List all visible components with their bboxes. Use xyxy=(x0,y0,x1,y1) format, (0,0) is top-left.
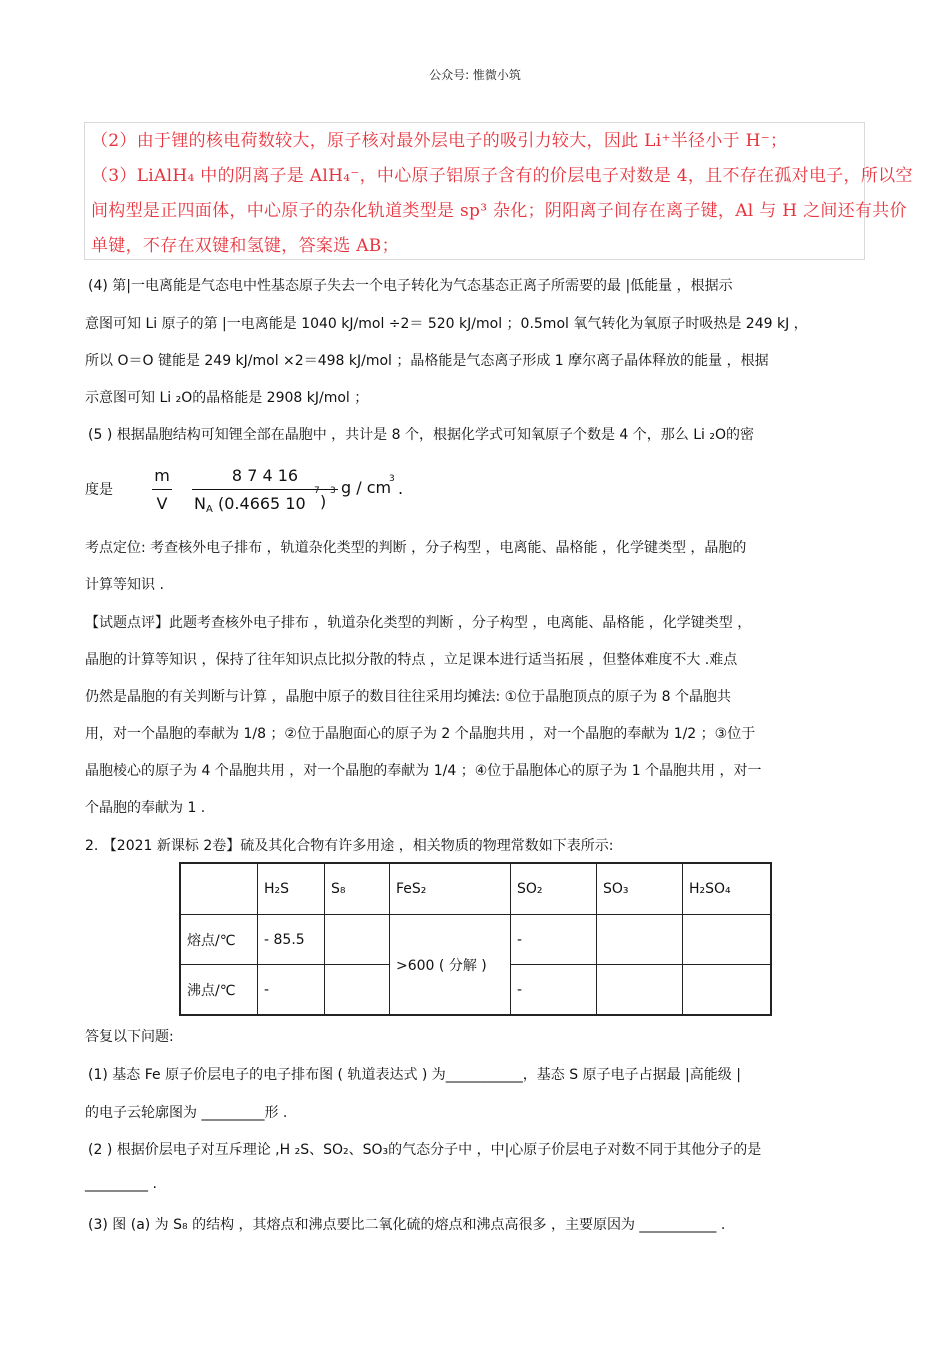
frac-line-1 xyxy=(152,489,172,490)
physical-constants-table xyxy=(179,862,772,1016)
h2s-melting-cell: - 85.5 xyxy=(258,915,325,965)
q2-sub2-line2: _________ . xyxy=(85,1176,157,1192)
so3-boiling-cell xyxy=(597,965,683,1016)
frac-numerator: 8 7 4 16 xyxy=(231,466,299,485)
page-header: 公众号: 惟微小筑 xyxy=(429,68,521,82)
s8-boiling-cell xyxy=(325,965,390,1016)
frac-m: m xyxy=(154,466,170,485)
q2-sub3-line1: (3) 图 (a) 为 S₈ 的结构 ，其熔点和沸点要比二氧化硫的熔点和沸点高很多 ，主要原因为 ___________ . xyxy=(88,1217,726,1233)
q2-sub2-line1: (2 ) 根据价层电子对互斥理论 ,H ₂S、SO₂、SO₃的气态分子中 ，中|心原子价层电子对数不同于其他分子的是 xyxy=(88,1142,762,1158)
frac-exp-outer: 3 xyxy=(330,486,336,496)
density-label: 度是 xyxy=(85,482,113,498)
part5-line1: (5 ) 根据晶胞结构可知锂全部在晶胞中 ，共计是 8 个，根据化学式可知氧原子个数是 4 个，那么 Li ₂O的密 xyxy=(88,427,755,443)
part4-line3: 所以 O＝O 键能是 249 kJ/mol ×2＝498 kJ/mol ；晶格能是气态离子形成 1 摩尔离子晶体释放的能量 ，根据 xyxy=(85,353,769,369)
frac-den-n: N xyxy=(194,494,206,513)
part4-line1: (4) 第|一电离能是气态电中性基态原子失去一个电子转化为气态基态正离子所需要的最 |低能量 ，根据示 xyxy=(88,278,733,294)
answer-line-3c: 单键，不存在双键和氢键，答案选 AB； xyxy=(91,236,399,256)
row-label-melting: 熔点/℃ xyxy=(180,915,258,965)
kaodian-line2: 计算等知识 . xyxy=(85,577,164,593)
q2-sub1-line1: (1) 基态 Fe 原子价层电子的电子排布图 ( 轨道表达式 ) 为___________，基态 S 原子电子占据最 |高能级 | xyxy=(88,1067,741,1083)
table-header-cell: S₈ xyxy=(325,863,390,915)
so3-melting-cell xyxy=(597,915,683,965)
answer-line-3a: （3）LiAlH₄ 中的阴离子是 AlH₄⁻，中心原子铝原子含有的价层电子对数是 4，且不存在孤对电子，所以空 xyxy=(91,166,913,186)
dianping-line2: 晶胞的计算等知识 ，保持了往年知识点比拟分散的特点 ，立足课本进行适当拓展 ，但整体难度不大 .难点 xyxy=(85,652,738,668)
frac-paren: ) xyxy=(320,492,327,511)
table-header-cell: H₂SO₄ xyxy=(683,863,772,915)
dianping-line6: 个晶胞的奉献为 1 . xyxy=(85,800,206,816)
table-header-cell xyxy=(180,863,258,915)
h2s-boiling-cell: - xyxy=(258,965,325,1016)
kaodian-line1: 考点定位: 考查核外电子排布 ，轨道杂化类型的判断 ，分子构型 ，电离能、晶格能 ，化学键类型 ，晶胞的 xyxy=(85,540,747,556)
frac-exp-inner: 7 xyxy=(314,486,320,496)
table-header-cell: FeS₂ xyxy=(390,863,511,915)
frac-v: V xyxy=(156,494,168,513)
answer-prompt: 答复以下问题: xyxy=(85,1029,174,1045)
answer-line-3b: 间构型是正四面体，中心原子的杂化轨道类型是 sp³ 杂化；阴阳离子间存在离子键，Al 与 H 之间还有共价 xyxy=(91,201,907,221)
part4-line2: 意图可知 Li 原子的第 |一电离能是 1040 kJ/mol ÷2＝ 520 kJ/mol ；0.5mol 氧气转化为氧原子时吸热是 249 kJ ， xyxy=(85,316,808,332)
density-unit: g / cm xyxy=(341,478,392,497)
part4-line4: 示意图可知 Li ₂O的晶格能是 2908 kJ/mol ； xyxy=(85,390,369,406)
dianping-line1: 【试题点评】此题考查核外电子排布 ，轨道杂化类型的判断 ，分子构型 ，电离能、晶格能 ，化学键类型 ， xyxy=(85,615,752,631)
dianping-line3: 仍然是晶胞的有关判断与计算 ，晶胞中原子的数目往往采用均摊法: ①位于晶胞顶点的原子为 8 个晶胞共 xyxy=(85,689,731,705)
density-unit-exp: 3 xyxy=(389,474,395,484)
answer-line-2: （2）由于锂的核电荷数较大，原子核对最外层电子的吸引力较大，因此 Li⁺半径小于 H⁻； xyxy=(91,131,788,151)
table-header-cell: H₂S xyxy=(258,863,325,915)
table-header-row xyxy=(180,863,771,915)
frac-den-sub: A xyxy=(206,504,213,515)
table-header-cell: SO₂ xyxy=(511,863,597,915)
density-period: . xyxy=(398,479,404,498)
so2-boiling-cell: - xyxy=(511,965,597,1016)
table-header-cell: SO₃ xyxy=(597,863,683,915)
s8-melting-cell xyxy=(325,915,390,965)
h2so4-melting-cell xyxy=(683,915,772,965)
answer-box xyxy=(84,122,913,260)
dianping-line5: 晶胞棱心的原子为 4 个晶胞共用 ，对一个晶胞的奉献为 1/4 ；④位于晶胞体心的原子为 1 个晶胞共用 ，对一 xyxy=(85,763,762,779)
so2-melting-cell: - xyxy=(511,915,597,965)
frac-den-value: (0.4665 10 xyxy=(218,494,306,513)
fes2-cell: >600 ( 分解 ) xyxy=(390,915,511,1016)
row-label-boiling: 沸点/℃ xyxy=(180,965,258,1016)
table-row-melting xyxy=(180,915,771,965)
h2so4-boiling-cell xyxy=(683,965,772,1016)
q2-sub1-line2: 的电子云轮廓图为 _________形 . xyxy=(85,1105,288,1121)
dianping-line4: 用，对一个晶胞的奉献为 1/8 ；②位于晶胞面心的原子为 2 个晶胞共用 ，对一个晶胞的奉献为 1/2 ；③位于 xyxy=(85,726,756,742)
q2-intro: 2. 【2021 新课标 2卷】硫及其化合物有许多用途 ，相关物质的物理常数如下表所示: xyxy=(85,838,614,854)
